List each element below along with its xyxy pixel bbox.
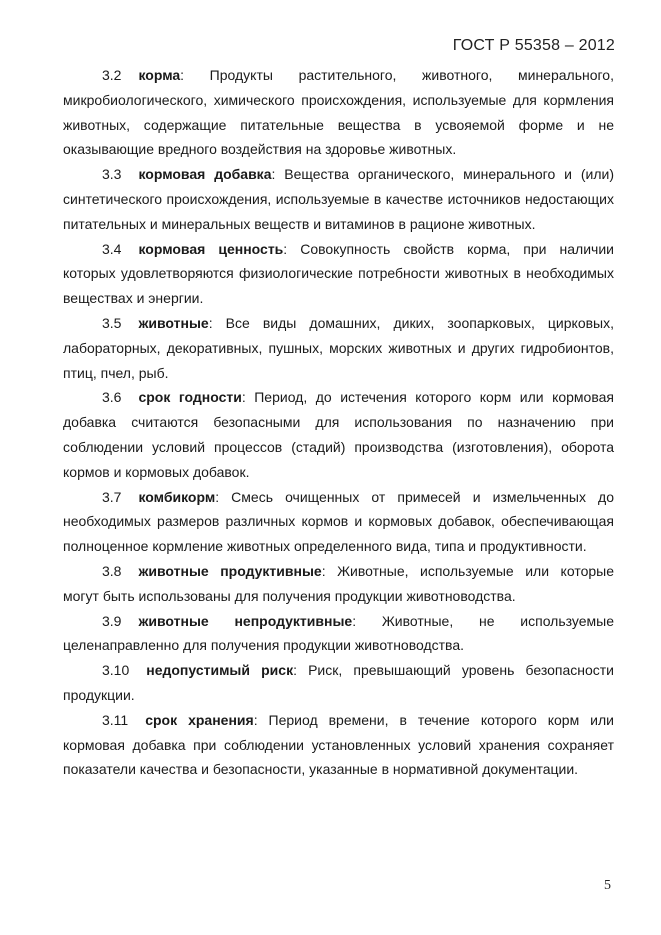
term-entry — [63, 708, 614, 782]
term-entry — [63, 237, 614, 311]
term-entry — [63, 63, 614, 162]
term-number: 3.9 — [102, 612, 122, 629]
term-name: животные продуктивные — [138, 562, 322, 579]
term-entry — [63, 609, 614, 659]
term-name: комбикорм — [138, 488, 216, 505]
term-number: 3.5 — [102, 314, 122, 331]
term-definition: : Период времени, в течение которого корм или кормовая добавка при соблюдении установленных условий хранения сохраняет показатели качества и безопасности, указанные в нормативной документации. — [63, 711, 614, 778]
term-name: кормовая ценность — [138, 240, 284, 257]
standard-header: ГОСТ Р 55358 – 2012 — [452, 37, 615, 54]
term-entry — [63, 162, 614, 236]
term-name: животные непродуктивные — [138, 612, 353, 629]
term-entry — [63, 658, 614, 708]
page-number: 5 — [604, 878, 611, 893]
term-entry — [63, 559, 614, 609]
term-definition: : Период, до истечения которого корм или кормовая добавка считаются безопасными для использования по назначению при соблюдении условий процессов (стадий) производства (изготовления), оборота кормов и кормовых добавок. — [63, 389, 614, 480]
term-name: недопустимый риск — [146, 662, 294, 679]
term-definition: : Все виды домашних, диких, зоопарковых, цирковых, лабораторных, декоративных, пушных, морских животных и других гидробионтов, птиц, пчел, рыб. — [63, 314, 614, 381]
term-name: кормовая добавка — [138, 166, 272, 183]
term-number: 3.2 — [102, 67, 122, 83]
term-number: 3.7 — [102, 488, 122, 505]
term-number: 3.10 — [102, 662, 130, 679]
term-definition: : Совокупность свойств корма, при наличии которых удовлетворяются физиологические потребности животных в необходимых веществах и энергии. — [63, 240, 614, 307]
term-name: срок хранения — [145, 711, 254, 728]
term-number: 3.11 — [102, 711, 129, 728]
term-definition: : Смесь очищенных от примесей и измельченных до необходимых размеров различных кормов и кормовых добавок, обеспечивающая полноценное кормление животных определенного вида, типа и продуктивности. — [63, 488, 614, 555]
term-entry — [63, 485, 614, 559]
term-definition: : Риск, превышающий уровень безопасности продукции. — [63, 662, 614, 703]
term-definition: : Продукты растительного, животного, минерального, микробиологического, химического происхождения, используемые для кормления животных, содержащие питательные вещества в усвояемой форме и не оказывающие вредного воздействия на здоровье животных. — [63, 67, 614, 158]
term-number: 3.4 — [102, 240, 122, 257]
term-name: корма — [138, 67, 181, 83]
term-entry — [63, 311, 614, 385]
term-name: животные — [138, 314, 209, 331]
term-number: 3.3 — [102, 166, 122, 183]
terms-section — [63, 63, 614, 782]
term-entry — [63, 385, 614, 484]
term-definition: : Животные, не используемые целенаправленно для получения продукции животноводства. — [63, 612, 614, 654]
term-number: 3.8 — [102, 562, 122, 579]
term-definition: : Животные, используемые или которые могут быть использованы для получения продукции животноводства. — [63, 562, 614, 604]
term-definition: : Вещества органического, минерального и (или) синтетического происхождения, используемые в качестве источников недостающих питательных и минеральных веществ и витаминов в рационе животных. — [63, 166, 614, 232]
term-number: 3.6 — [102, 389, 122, 406]
term-name: срок годности — [138, 389, 242, 406]
